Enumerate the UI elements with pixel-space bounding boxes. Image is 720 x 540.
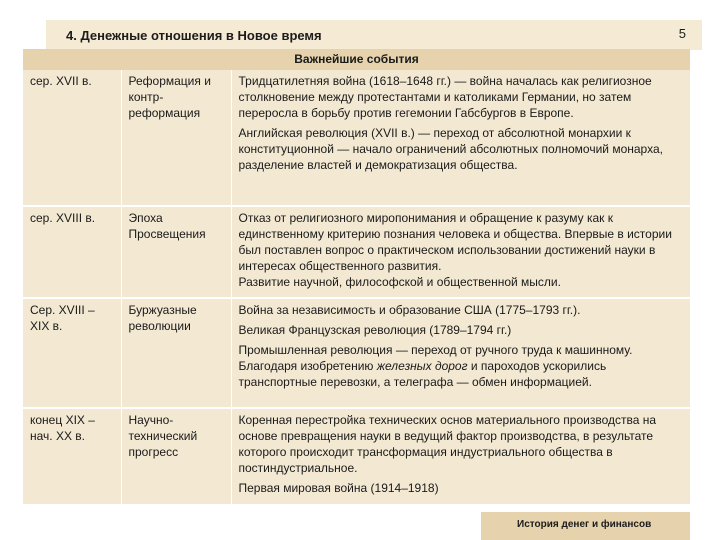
table-row: [23, 206, 690, 298]
footer-badge: [481, 512, 690, 540]
table-caption: Важнейшие события: [23, 49, 690, 70]
slide-header: [46, 20, 702, 50]
page-number: 5: [678, 26, 686, 41]
events-cell: [231, 70, 690, 206]
table-row: [23, 298, 690, 408]
event-text: Развитие научной, философской и общественной мысли.: [238, 275, 561, 289]
event-text: Первая мировая война (1914–1918): [238, 481, 439, 495]
era-cell: Буржуазные революции: [121, 298, 231, 408]
events-cell: [231, 206, 690, 298]
footer-badge-label: История денег и финансов: [517, 519, 652, 530]
event-text: Тридцатилетняя война (1618–1648 гг.) — война началась как религиозное столкновение между протестантами и католиками Германии, но затем переросла в борьбу против гегемонии Габсбургов в Европе.: [238, 74, 652, 120]
event-text: Великая Французская революция (1789–1794 гг.): [238, 323, 512, 337]
era-cell: Реформация и контр- реформация: [121, 70, 231, 206]
event-text: Война за независимость и образование США (1775–1793 гг.).: [238, 303, 581, 317]
event-text: Отказ от религиозного миропонимания и обращение к разуму как к единственному критерию познания человека и общества. Впервые в истории был поставлен вопрос о практическом использовании достижений науки в интересах общественного развития.: [238, 211, 672, 273]
period-cell: сер. XVII в.: [23, 70, 121, 206]
table-row: [23, 408, 690, 504]
events-cell: [231, 408, 690, 504]
event-text: Коренная перестройка технических основ материального производства на основе превращения науки в ведущий фактор производства, в результате которого происходит трансформация индустриального общества в постиндустриальное.: [238, 413, 657, 475]
event-text-italic: железных дорог: [376, 359, 468, 373]
period-cell: конец XIX – нач. XX в.: [23, 408, 121, 504]
period-cell: Сер. XVIII – XIX в.: [23, 298, 121, 408]
period-cell: сер. XVIII в.: [23, 206, 121, 298]
slide-title: 4. Денежные отношения в Новое время: [66, 28, 322, 43]
era-cell: Научно- технический прогресс: [121, 408, 231, 504]
era-cell: Эпоха Просвещения: [121, 206, 231, 298]
event-text-part: и пароходов ускорились транспортные перевозки, а телеграфа — обмен информацией.: [238, 359, 607, 389]
events-cell: [231, 298, 690, 408]
table-row: [23, 70, 690, 206]
event-text: [239, 342, 683, 390]
event-text-part: Промышленная революция — переход от ручного труда к машинному. Благодаря изобретению: [238, 343, 633, 373]
event-text: Английская революция (XVII в.) — переход от абсолютной монархии к конституционной — начало ограничений абсолютных полномочий монарха, разделение властей и демократизация общества.: [238, 126, 663, 172]
events-table: [23, 70, 690, 504]
